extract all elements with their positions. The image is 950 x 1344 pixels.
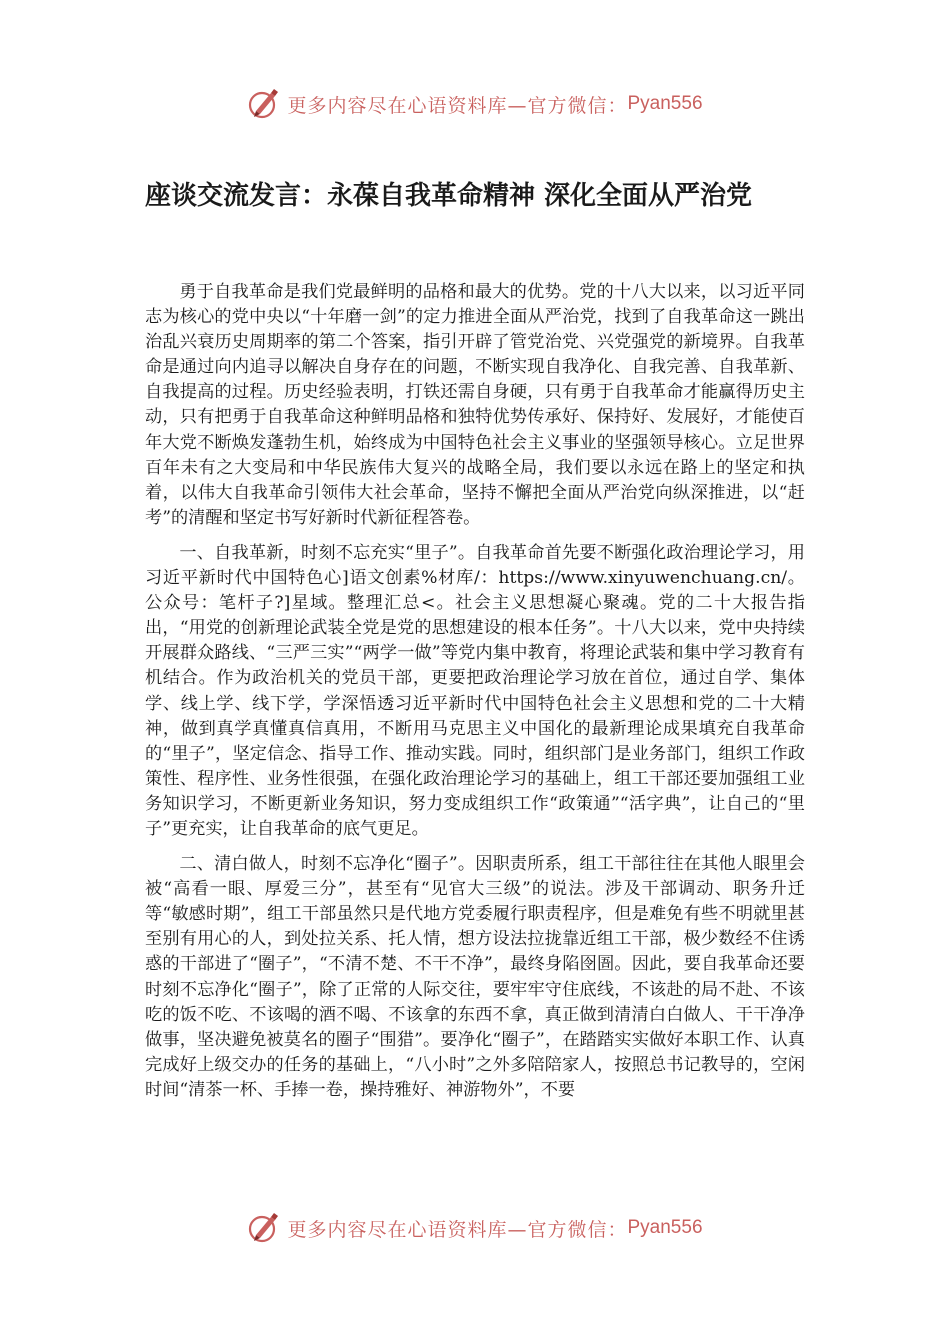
writing-pen-logo-icon — [247, 1211, 281, 1245]
paragraph-section-1: 一、自我革新，时刻不忘充实“里子”。自我革命首先要不断强化政治理论学习，用习近平新时代中国特色心]语文创素%材库/：https://www.xinyuwenchuang.cn/。公众号：笔杆子?]星域。整理汇总<。社会主义思想凝心聚魂。党的二十大报告指出，“用党的创新理论武装全党是党的思想建设的根本任务”。十八大以来，党中央持续开展群众路线、“三严三实”“两学一做”等党内集中教育，将理论武装和集中学习教育有机结合。作为政治机关的党员干部，更要把政治理论学习放在首位，通过自学、集体学、线上学、线下学，学深悟透习近平新时代中国特色社会主义思想和党的二十大精神，做到真学真懂真信真用，不断用马克思主义中国化的最新理论成果填充自我革命的“里子”，坚定信念、指导工作、推动实践。同时，组织部门是业务部门，组织工作政策性、程序性、业务性很强，在强化政治理论学习的基础上，组工干部还要加强组工业务知识学习，不断更新业务知识，努力变成组织工作“政策通”“活字典”，让自己的“里子”更充实，让自我革命的底气更足。 — [145, 542, 805, 839]
banner-text: 更多内容尽在心语资料库—官方微信： — [287, 94, 628, 117]
paragraph-intro: 勇于自我革命是我们党最鲜明的品格和最大的优势。党的十八大以来，以习近平同志为核心的党中央以“十年磨一剑”的定力推进全面从严治党，找到了自我革命这一跳出治乱兴衰历史周期率的第二个答案，指引开辟了管党治党、兴党强党的新境界。自我革命是通过向内追寻以解决自身存在的问题，不断实现自我净化、自我完善、自我革新、自我提高的过程。历史经验表明，打铁还需自身硬，只有勇于自我革命才能赢得历史主动，只有把勇于自我革命这种鲜明品格和独特优势传承好、保持好、发展好，才能使百年大党不断焕发蓬勃生机，始终成为中国特色社会主义事业的坚强领导核心。立足世界百年未有之大变局和中华民族伟大复兴的战略全局，我们要以永远在路上的坚定和执着，以伟大自我革命引领伟大社会革命，坚持不懈把全面从严治党向纵深推进，以“赶考”的清醒和坚定书写好新时代新征程答卷。 — [145, 282, 805, 528]
header-banner — [0, 82, 950, 126]
banner-wechat-id: Pyan556 — [627, 93, 703, 114]
paragraph-section-2: 二、清白做人，时刻不忘净化“圈子”。因职责所系，组工干部往往在其他人眼里会被“高看一眼、厚爱三分”，甚至有“见官大三级”的说法。涉及干部调动、职务升迁等“敏感时期”，组工干部虽然只是代地方党委履行职责程序，但是难免有些不明就里甚至别有用心的人，到处拉关系、托人情，想方设法拉拢靠近组工干部，极少数经不住诱惑的干部进了“圈子”，“不清不楚、不干不净”，最终身陷囹圄。因此，要自我革命还要时刻不忘净化“圈子”，除了正常的人际交往，要牢牢守住底线，不该赴的局不赴、不该吃的饭不吃、不该喝的酒不喝、不该拿的东西不拿，真正做到清清白白做人、干干净净做事，坚决避免被莫名的圈子“围猎”。要净化“圈子”，在踏踏实实做好本职工作、认真完成好上级交办的任务的基础上，“八小时”之外多陪陪家人，按照总书记教导的，空闲时间“清茶一杯、手捧一卷，操持雅好、神游物外”，不要 — [145, 854, 805, 1100]
banner-wechat-id: Pyan556 — [627, 1217, 703, 1238]
document-title: 座谈交流发言：永葆自我革命精神 深化全面从严治党 — [145, 181, 753, 211]
document-body — [145, 280, 805, 1113]
writing-pen-logo-icon — [247, 87, 281, 121]
banner-text: 更多内容尽在心语资料库—官方微信： — [287, 1218, 628, 1241]
footer-banner — [0, 1206, 950, 1250]
